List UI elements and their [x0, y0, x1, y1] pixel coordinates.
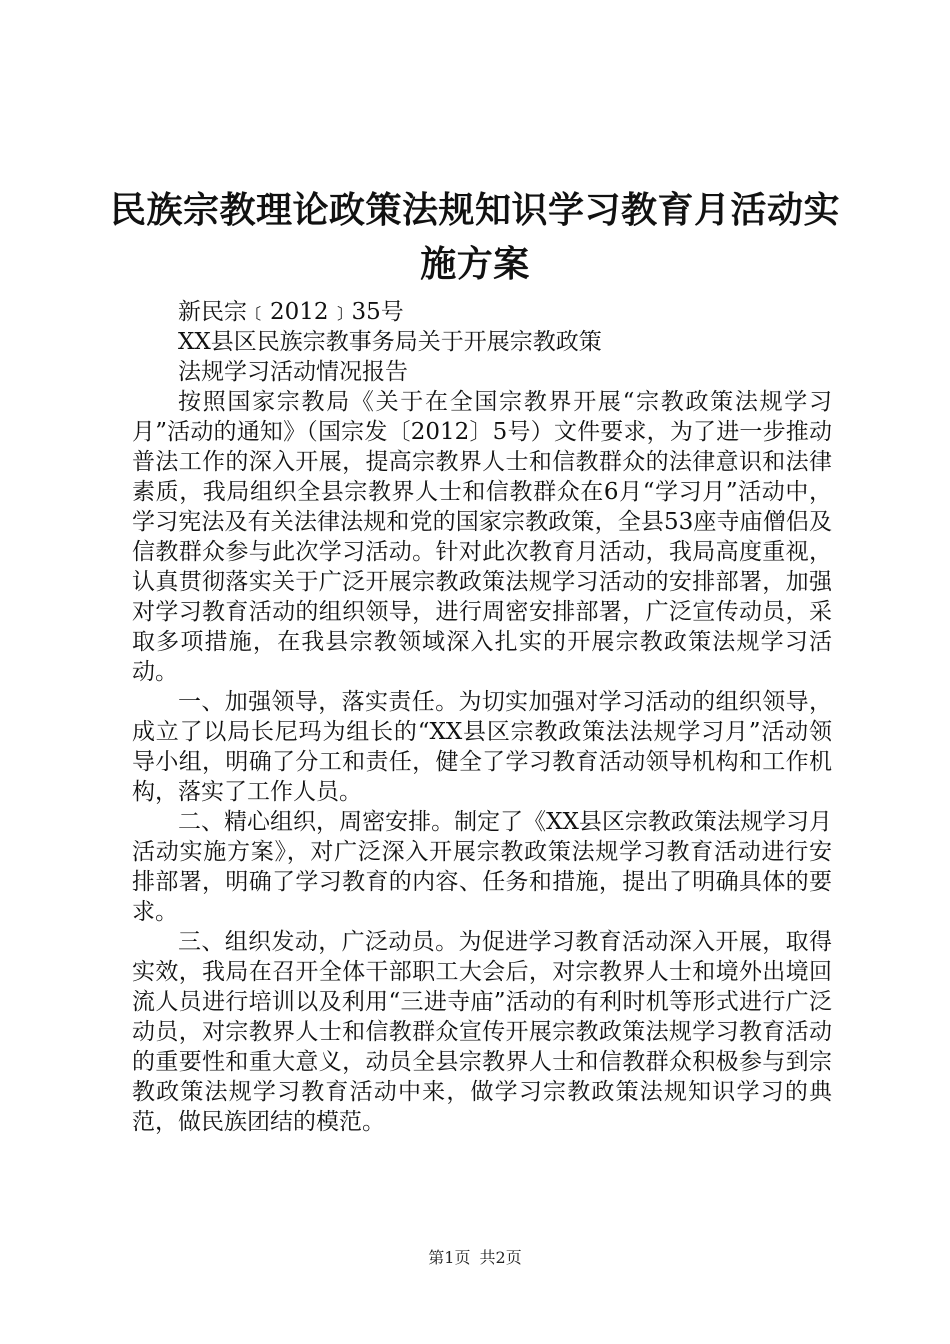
page-footer	[0, 1245, 950, 1268]
report-subtitle-line-1: XX县区民族宗教事务局关于开展宗教政策	[178, 329, 602, 355]
body-paragraph-section-3: 三、组织发动，广泛动员。为促进学习教育活动深入开展，取得实效，我局在召开全体干部职工大会后，对宗教界人士和境外出境回流人员进行培训以及利用“三进寺庙”活动的有利时机等形式进行广泛动员，对宗教界人士和信教群众宣传开展宗教政策法规学习教育活动的重要性和重大意义，动员全县宗教界人士和信教群众积极参与到宗教政策法规学习教育活动中来，做学习宗教政策法规知识学习的典范，做民族团结的模范。	[132, 929, 832, 1135]
report-subtitle-line-2: 法规学习活动情况报告	[178, 359, 408, 385]
page-total: 共2页	[479, 1248, 522, 1267]
body-paragraph-section-2: 二、精心组织，周密安排。制定了《XX县区宗教政策法规学习月活动实施方案》，对广泛深入开展宗教政策法规学习教育活动进行安排部署，明确了学习教育的内容、任务和措施，提出了明确具体的要求。	[132, 809, 832, 925]
document-title-line-1: 民族宗教理论政策法规知识学习教育月活动实	[110, 189, 841, 231]
document-title-line-2: 施方案	[420, 243, 530, 285]
document-body	[132, 297, 832, 1137]
page-number: 第1页	[428, 1248, 471, 1267]
document-number: 新民宗﹝2012﹞35号	[178, 299, 404, 325]
body-paragraph-intro: 按照国家宗教局《关于在全国宗教界开展“宗教政策法规学习月”活动的通知》（国宗发〔2012〕5号）文件要求，为了进一步推动普法工作的深入开展，提高宗教界人士和信教群众的法律意识和法律素质，我局组织全县宗教界人士和信教群众在6月“学习月”活动中，学习宪法及有关法律法规和党的国家宗教政策，全县53座寺庙僧侣及信教群众参与此次学习活动。针对此次教育月活动，我局高度重视，认真贯彻落实关于广泛开展宗教政策法规学习活动的安排部署，加强对学习教育活动的组织领导，进行周密安排部署，广泛宣传动员，采取多项措施，在我县宗教领域深入扎实的开展宗教政策法规学习活动。	[132, 389, 832, 685]
body-paragraph-section-1: 一、加强领导，落实责任。为切实加强对学习活动的组织领导，成立了以局长尼玛为组长的“XX县区宗教政策法法规学习月”活动领导小组，明确了分工和责任，健全了学习教育活动领导机构和工作机构，落实了工作人员。	[132, 689, 832, 805]
